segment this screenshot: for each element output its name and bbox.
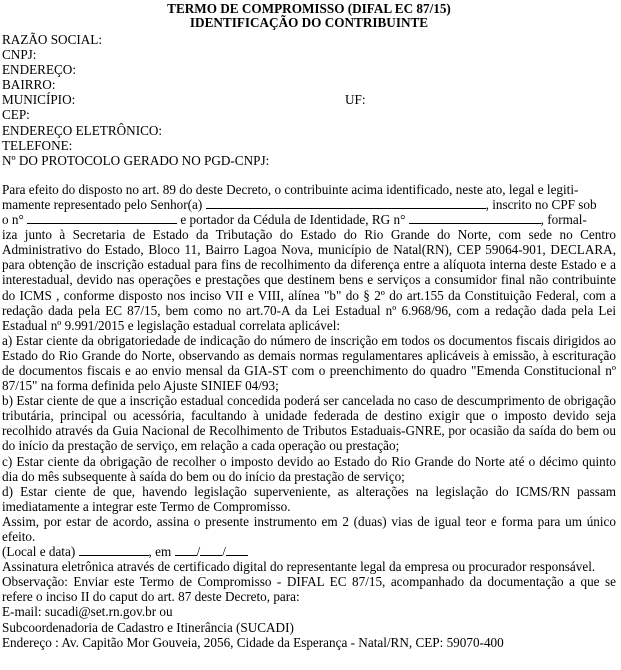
p1-text-num: o n° (2, 212, 24, 228)
cpf-number-blank (27, 212, 177, 224)
contact-subcoordination: Subcoordenadoria de Cadastro e Itinerância (SUCADI) (2, 619, 294, 635)
field-municipio-row (2, 92, 616, 107)
item-c: c) Estar ciente da obrigação de recolher o imposto devido ao Estado do Rio Grande do Norte até o décimo quinto dia do mês subsequente à saída do bem ou do início da prestação de serviço; (2, 453, 616, 484)
p1-text-rg: e portador da Cédula de Identidade, RG n° (180, 212, 406, 228)
month-blank (200, 544, 222, 556)
day-blank (175, 544, 197, 556)
item-b: b) Estar ciente de que a inscrição estadual concedida poderá ser cancelada no caso de descumprimento de obrigação tributária, principal ou acessória, facultando à unidade federada de destino exigir que o imposto devido seja recolhido através da Guia Nacional de Recolhimento de Tributos Estaduais-GNRE, por ocasião da saída do bem ou do início da prestação de serviço, em relação a cada operação ou prestação; (2, 393, 616, 454)
date-sep-2: / (222, 544, 226, 560)
field-telefone: TELEFONE: (2, 137, 73, 153)
p1-line-3 (2, 212, 616, 227)
field-municipio: MUNICÍPIO: (2, 92, 76, 108)
p1-body: iza junto à Secretaria de Estado da Tributação do Estado do Rio Grande do Norte, com sede no Centro Administrativo do Estado, Bloco 11, Bairro Lagoa Nova, município de Natal(RN), CEP 59064-901, DECLARA, para obtenção de inscrição estadual para fins de recolhimento da diferença entre a alíquota interna deste Estado e a interestadual, devido nas operações e prestações que destinem bens e serviços a consumidor final não contribuinte do ICMS , conforme disposto nos inciso VII e VIII, alínea "b" do § 2º do art.155 da Constituição Federal, com a redação dada pela EC 87/15, bem como no art.70-A da Lei Estadual nº 6.968/96, com a redação dada pela Lei Estadual nº 9.991/2015 e legislação estadual correlata aplicável: (2, 227, 616, 333)
local-data-em: , em (148, 544, 172, 560)
field-bairro: BAIRRO: (2, 77, 56, 93)
field-cep: CEP: (2, 107, 30, 123)
declaration-paragraph (2, 182, 616, 333)
rg-number-blank (409, 212, 541, 224)
item-d: d) Estar ciente de que, havendo legislação superveniente, as alterações na legislação do ICMS/RN passam imediatamente a integrar este Termo de Compromisso. (2, 483, 616, 514)
p1-line-2 (2, 197, 616, 212)
item-a: a) Estar ciente da obrigatoriedade de indicação do número de inscrição em todos os documentos fiscais dirigidos ao Estado do Rio Grande do Norte, observando as demais normas regulamentares aplicáveis à emissão, à escrituração de documentos fiscais e ao envio mensal da GIA-ST com o preenchimento do quadro "Emenda Constitucional nº 87/15" na forma definida pelo Ajuste SINIEF 04/93; (2, 332, 616, 394)
field-cnpj: CNPJ: (2, 47, 37, 63)
field-razao-social: RAZÃO SOCIAL: (2, 32, 103, 47)
local-date-line (2, 544, 616, 559)
agreement-paragraph: Assim, por estar de acordo, assina o presente instrumento em 2 (duas) vias de igual teor e forma para um único efeito. (2, 513, 616, 544)
date-sep-1: / (196, 544, 201, 560)
p1-text-cpf: , inscrito no CPF sob (485, 196, 597, 212)
field-endereco: ENDEREÇO: (2, 62, 76, 78)
field-uf: UF: (345, 92, 366, 108)
local-data-label: (Local e data) (2, 544, 76, 560)
document-page (0, 2, 621, 670)
title-line-2: IDENTIFICAÇÃO DO CONTRIBUINTE (189, 15, 429, 30)
contact-email: E-mail: sucadi@set.rn.gov.br ou (2, 604, 173, 620)
year-blank (226, 544, 248, 556)
local-blank (79, 544, 149, 556)
field-protocolo: Nº DO PROTOCOLO GERADO NO PGD-CNPJ: (2, 152, 270, 168)
title-line-1: TERMO DE COMPROMISSO (DIFAL EC 87/15) (167, 1, 451, 16)
p1-text-formaliza: , formal- (540, 212, 587, 228)
signature-note: Assinatura eletrônica através de certificado digital do representante legal da empresa ou procurador responsável. (2, 559, 596, 575)
field-endereco-eletronico: ENDEREÇO ELETRÔNICO: (2, 122, 163, 138)
contributor-fields (2, 32, 616, 168)
p1-line-1: Para efeito do disposto no art. 89 do deste Decreto, o contribuinte acima identificado, neste ato, legal e legiti- (2, 181, 579, 197)
representative-name-blank (206, 197, 486, 209)
document-title (2, 2, 616, 30)
p1-text-representado: mamente representado pelo Senhor(a) (2, 196, 203, 212)
contact-address: Endereço : Av. Capitão Mor Gouveia, 2056, Cidade da Esperança - Natal/RN, CEP: 59070-400 (2, 634, 504, 650)
observation: Observação: Enviar este Termo de Compromisso - DIFAL EC 87/15, acompanhado da documentação a que se refere o inciso II do caput do art. 87 deste Decreto, para: (2, 574, 616, 605)
